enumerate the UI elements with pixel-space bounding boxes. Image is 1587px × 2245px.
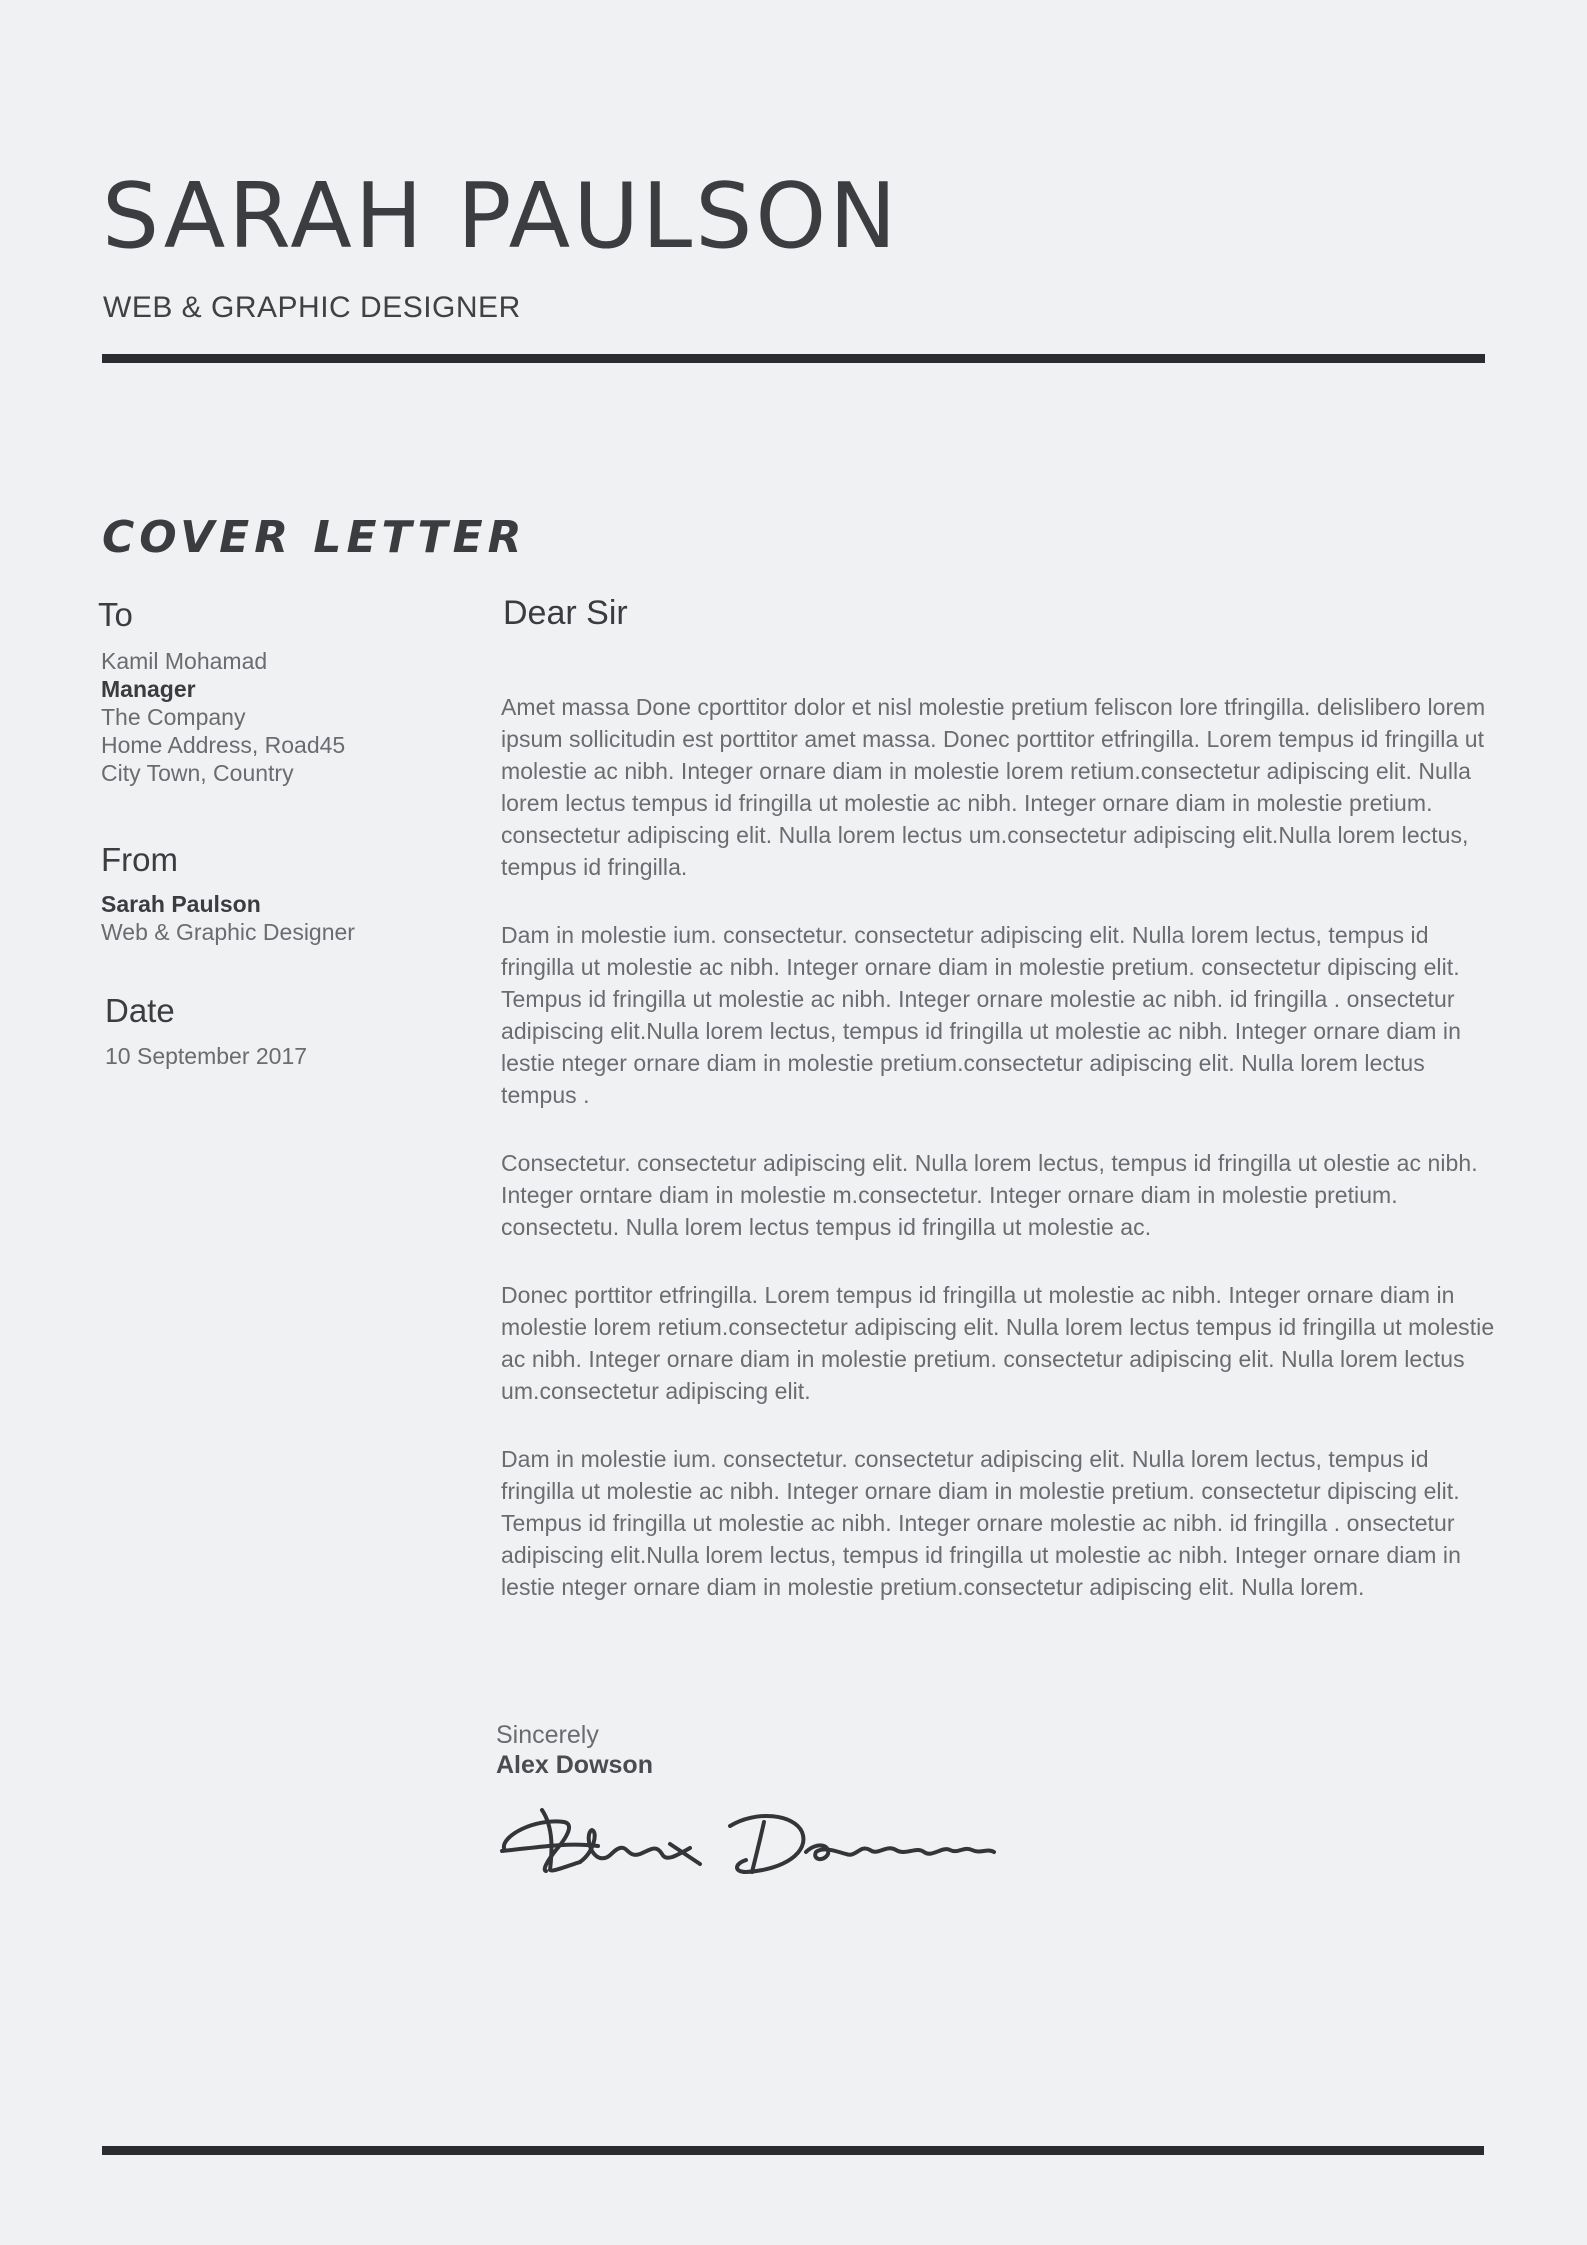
signature-image xyxy=(494,1788,1004,1888)
letter-paragraph: Consectetur. consectetur adipiscing elit. Nulla lorem lectus, tempus id fringilla ut olestie ac nibh. Integer orntare diam in molestie m.consectetur. Integer ornare diam in molestie pretium. consectetu. Nulla lorem lectus tempus id fringilla ut molestie ac. xyxy=(501,1150,1478,1240)
recipient-role: Manager xyxy=(101,676,196,702)
letter-paragraph: Amet massa Done cporttitor dolor et nisl molestie pretium feliscon lore tfringilla. delislibero lorem ipsum sollicitudin est porttitor amet massa. Donec porttitor etfringilla. Lorem tempus id fringilla ut molestie ac nibh. Integer ornare diam in molestie lorem retium.consectetur adipiscing elit. Nulla lorem lectus tempus id fringilla ut molestie ac nibh. Integer ornare diam in molestie pretium. consectetur adipiscing elit. Nulla lorem lectus um.consectetur adipiscing elit.Nulla lorem lectus, tempus id fringilla. xyxy=(501,694,1486,880)
salutation: Dear Sir xyxy=(503,594,628,632)
letter-body xyxy=(501,691,1496,1635)
recipient-address: Home Address, Road45 xyxy=(101,732,346,758)
recipient-name: Kamil Mohamad xyxy=(101,648,268,674)
header-divider xyxy=(102,354,1485,363)
section-heading: COVER LETTER xyxy=(102,512,527,563)
recipient-heading: To xyxy=(98,596,133,633)
letter-paragraph: Dam in molestie ium. consectetur. consectetur adipiscing elit. Nulla lorem lectus, tempus id fringilla ut molestie ac nibh. Integer ornare diam in molestie pretium. consectetur dipiscing elit. Tempus id fringilla ut molestie ac nibh. Integer ornare molestie ac nibh. id fringilla . onsectetur adipiscing elit.Nulla lorem lectus, tempus id fringilla ut molestie ac nibh. Integer ornare diam in lestie nteger ornare diam in molestie pretium.consectetur adipiscing elit. Nulla lorem. xyxy=(501,1446,1461,1600)
sender-title: Web & Graphic Designer xyxy=(101,919,355,945)
applicant-name: SARAH PAULSON xyxy=(102,164,900,269)
recipient-block xyxy=(101,647,345,787)
recipient-city: City Town, Country xyxy=(101,760,294,786)
sender-heading: From xyxy=(101,841,178,878)
letter-paragraph: Donec porttitor etfringilla. Lorem tempus id fringilla ut molestie ac nibh. Integer ornare diam in molestie lorem retium.consectetur adipiscing elit. Nulla lorem lectus tempus id fringilla ut molestie ac nibh. Integer ornare diam in molestie pretium. consectetur adipiscing elit. Nulla lorem lectus um.consectetur adipiscing elit. xyxy=(501,1282,1495,1404)
valediction: Sincerely xyxy=(496,1721,599,1749)
signer-name: Alex Dowson xyxy=(496,1751,653,1779)
letter-paragraph: Dam in molestie ium. consectetur. consectetur adipiscing elit. Nulla lorem lectus, tempus id fringilla ut molestie ac nibh. Integer ornare diam in molestie pretium. consectetur dipiscing elit. Tempus id fringilla ut molestie ac nibh. Integer ornare molestie ac nibh. id fringilla . onsectetur adipiscing elit.Nulla lorem lectus, tempus id fringilla ut molestie ac nibh. Integer ornare diam in lestie nteger ornare diam in molestie pretium.consectetur adipiscing elit. Nulla lorem lectus tempus . xyxy=(501,922,1461,1108)
date-value: 10 September 2017 xyxy=(105,1043,308,1069)
footer-divider xyxy=(102,2146,1484,2155)
sender-name: Sarah Paulson xyxy=(101,891,261,917)
recipient-company: The Company xyxy=(101,704,246,730)
job-title: WEB & GRAPHIC DESIGNER xyxy=(103,291,521,324)
sender-block xyxy=(101,890,355,946)
date-heading: Date xyxy=(105,992,175,1029)
